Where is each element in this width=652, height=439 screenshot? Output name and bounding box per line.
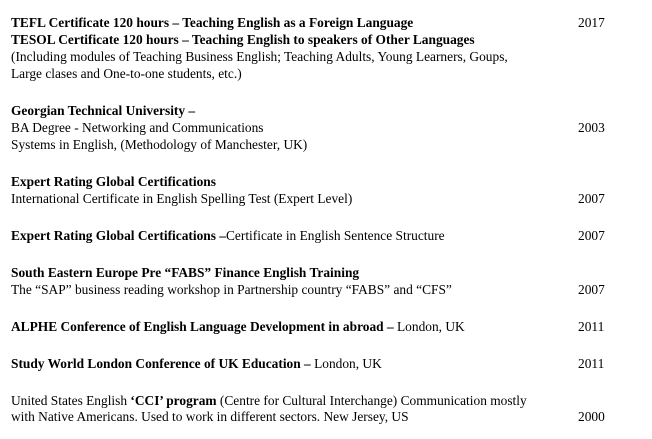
alphe-conference-location: London, UK — [393, 319, 465, 334]
expert-rating-title: Expert Rating Global Certifications — [11, 174, 216, 189]
sap-workshop: The “SAP” business reading workshop in Partnership country “FABS” and “CFS” — [11, 282, 452, 297]
fabs-training-title: South Eastern Europe Pre “FABS” Finance English Training — [11, 265, 360, 280]
cci-program-description: (Centre for Cultural Interchange) Communication mostly — [216, 393, 527, 408]
cci-program-line1 — [11, 393, 527, 409]
university-name: Georgian Technical University – — [11, 103, 196, 118]
sentence-structure-issuer: Expert Rating Global Certifications – — [11, 228, 226, 243]
cci-program-name: ‘CCI’ program — [130, 393, 217, 408]
alphe-conference — [11, 319, 465, 335]
cci-program-prefix: United States English — [11, 393, 131, 408]
degree-title: BA Degree - Networking and Communications — [11, 120, 264, 135]
sentence-structure-text: Certificate in English Sentence Structure — [225, 228, 445, 243]
cci-program-year: 2000 — [578, 409, 605, 424]
degree-year: 2003 — [578, 120, 605, 135]
tesol-modules-line2: Large clases and One-to-one students, etc.) — [11, 66, 242, 81]
spelling-certificate-year: 2007 — [578, 191, 605, 206]
alphe-conference-year: 2011 — [578, 319, 605, 334]
sentence-structure-year: 2007 — [578, 228, 605, 243]
study-world-conference-location: London, UK — [310, 356, 382, 371]
tefl-certificate-title: TEFL Certificate 120 hours – Teaching English as a Foreign Language — [11, 15, 414, 30]
study-world-conference-title: Study World London Conference of UK Education – — [11, 356, 311, 371]
cci-program-line2: with Native Americans. Used to work in different sectors. New Jersey, US — [11, 409, 409, 424]
study-world-conference — [11, 356, 382, 372]
sentence-structure-certificate — [11, 228, 445, 244]
degree-detail: Systems in English, (Methodology of Manchester, UK) — [11, 137, 308, 152]
study-world-conference-year: 2011 — [578, 356, 605, 371]
spelling-certificate: International Certificate in English Spelling Test (Expert Level) — [11, 191, 353, 206]
sap-workshop-year: 2007 — [578, 282, 605, 297]
tesol-certificate-title: TESOL Certificate 120 hours – Teaching English to speakers of Other Languages — [11, 32, 475, 47]
tesol-modules-line1: (Including modules of Teaching Business English; Teaching Adults, Young Learners, Goups, — [11, 49, 508, 64]
tefl-certificate-year: 2017 — [578, 15, 605, 30]
alphe-conference-title: ALPHE Conference of English Language Development in abroad – — [11, 319, 394, 334]
